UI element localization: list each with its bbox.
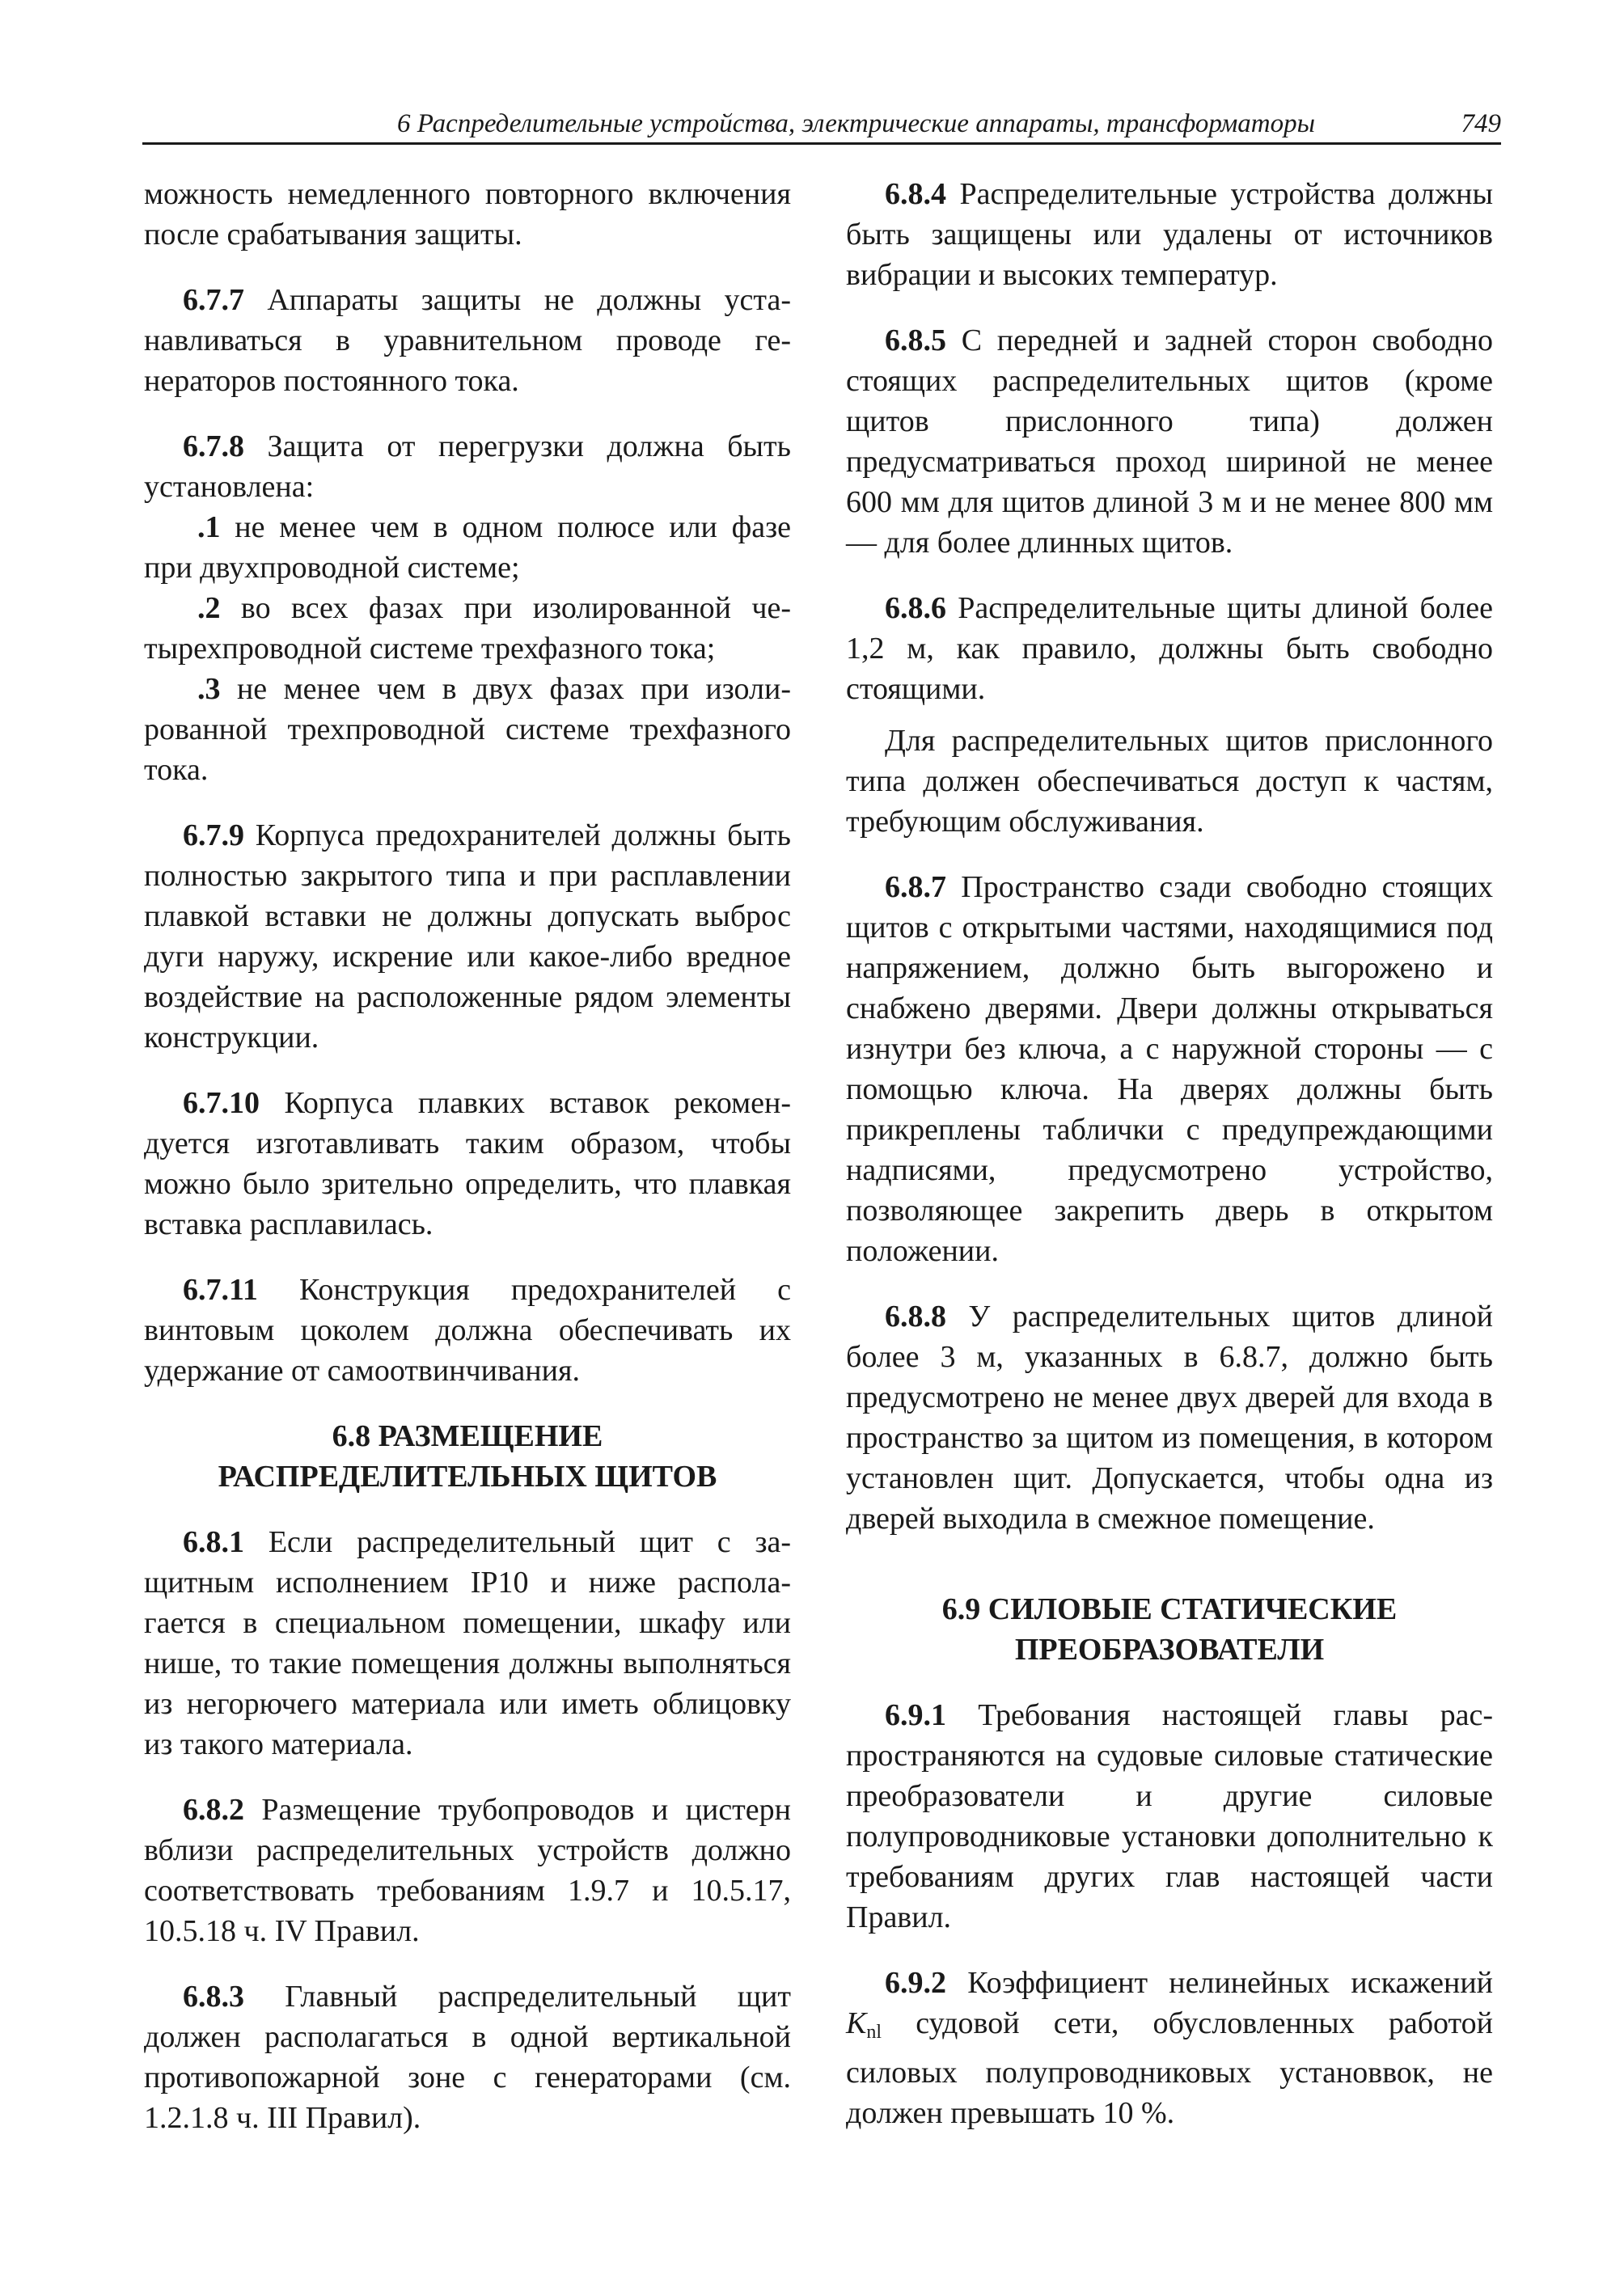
clause-number: 6.8.8 [885, 1300, 946, 1334]
clause-text: Размещение трубопроводов и цистерн вблизи распределительных устройств должно соответствовать требованиям 1.9.7 и 10.5.17, 10.5.18 ч. IV Правил. [144, 1793, 791, 1948]
clause-number: 6.7.9 [183, 818, 244, 852]
page-number: 749 [1461, 109, 1501, 138]
header-rule [142, 142, 1501, 145]
clause-text: Распределительные щиты длиной более 1,2 м, как правило, должны быть свободно стоящими. [846, 591, 1493, 706]
list-item [144, 507, 791, 588]
symbol-subscript: nl [866, 2022, 882, 2043]
clause-number: 6.9.1 [885, 1698, 946, 1732]
left-column [144, 174, 791, 2163]
clause-6-7-11 [144, 1270, 791, 1391]
clause-number: 6.8.1 [183, 1525, 244, 1559]
clause-number: 6.8.5 [885, 323, 946, 357]
clause-text: Коэффициент нелинейных искажений [946, 1966, 1493, 2000]
list-item-text: не менее чем в двух фазах при изолированной трехпроводной системе трехфазного тока. [144, 672, 791, 787]
clause-6-9-1 [846, 1695, 1493, 1938]
continuation-paragraph: можность немедленного повторного включения после срабатывания защиты. [144, 177, 791, 252]
clause-number: 6.8.4 [885, 177, 946, 211]
clause-number: 6.9.2 [885, 1966, 946, 2000]
clause-text: Главный распределительный щит должен располагаться в одной вертикальной противопожарной зоне с генераторами (см. 1.2.1.8 ч. III Правил). [144, 1980, 791, 2135]
clause-6-8-5 [846, 320, 1493, 563]
section-heading-line: ПРЕОБРАЗОВАТЕЛИ [1014, 1633, 1325, 1667]
section-heading-line: 6.9 СИЛОВЫЕ СТАТИЧЕСКИЕ [941, 1592, 1398, 1626]
header-title: 6 Распределительные устройства, электрические аппараты, трансформаторы [397, 109, 1315, 138]
clause-number: 6.7.10 [183, 1086, 260, 1120]
list-item-number: .2 [197, 591, 221, 625]
section-heading-6-9 [846, 1589, 1493, 1670]
clause-text: Требования настоящей главы распространяются на судовые силовые статические преобразователи и другие силовые полупроводниковые установки дополнительно к требованиям других глав настоящей части Правил. [846, 1698, 1493, 1934]
section-heading-line: РАСПРЕДЕЛИТЕЛЬНЫХ ЩИТОВ [218, 1460, 717, 1494]
clause-text: Конструкция предохранителей с винтовым цоколем должна обеспечивать их удержание от самоотвинчивания. [144, 1273, 791, 1388]
clause-number: 6.8.7 [885, 870, 946, 904]
clause-text: судовой сети, обусловленных работой силовых полупроводниковых установвок, не должен превышать 10 %. [846, 2006, 1493, 2130]
clause-text: Корпуса предохранителей должны быть полностью закрытого типа и при расплавлении плавкой вставки не должны допускать выброс дуги наружу, искрение или какое-либо вредное воздействие на расположенные рядом элементы конструкции. [144, 818, 791, 1055]
clause-number: 6.7.8 [183, 429, 244, 463]
list-item [144, 669, 791, 790]
clause-number: 6.8.6 [885, 591, 946, 625]
list-item-number: .1 [197, 510, 221, 544]
clause-text: Защита от перегрузки должна быть установлена: [144, 429, 791, 504]
clause-text: Корпуса плавких вставок рекомендуется изготавливать таким образом, чтобы можно было зрительно определить, что плавкая вставка расплавилась. [144, 1086, 791, 1241]
clause-6-8-3 [144, 1976, 791, 2138]
clause-6-8-6 [846, 588, 1493, 709]
clause-text: Аппараты защиты не должны устанавливаться в уравнительном проводе генераторов постоянного тока. [144, 283, 791, 398]
clause-6-7-10 [144, 1083, 791, 1245]
clause-6-8-4 [846, 174, 1493, 295]
clause-text: С передней и задней сторон свободно стоящих распределительных щитов (кроме щитов прислонного типа) должен предусматриваться проход шириной не менее 600 мм для щитов длиной 3 м и не менее 800 мм — для более длинных щитов. [846, 323, 1493, 560]
list-item-text: не менее чем в одном полюсе или фазе при двухпроводной системе; [144, 510, 791, 585]
clause-6-8-7 [846, 867, 1493, 1271]
clause-6-7-9 [144, 815, 791, 1058]
clause-6-8-1 [144, 1522, 791, 1765]
section-heading-6-8 [144, 1416, 791, 1497]
section-heading-line: 6.8 РАЗМЕЩЕНИЕ [332, 1419, 603, 1453]
list-item-text: во всех фазах при изолированной четырехпроводной системе трехфазного тока; [144, 591, 791, 666]
clause-6-9-2 [846, 1963, 1493, 2133]
running-header [142, 104, 1501, 144]
clause-6-8-8 [846, 1296, 1493, 1539]
list-item [144, 588, 791, 669]
clause-text: Распределительные устройства должны быть защищены или удалены от источников вибрации и высоких температур. [846, 177, 1493, 292]
right-column [846, 174, 1493, 2158]
clause-text: Пространство сзади свободно стоящих щитов с открытыми частями, находящимися под напряжением, должно быть выгорожено и снабжено дверями. Двери должны открываться изнутри без ключа, а с наружной стороны — с помощью ключа. На дверях должны быть прикреплены таблички с предупреждающими надписями, предусмотрено устройство, позволяющее закрепить дверь в открытом положении. [846, 870, 1493, 1268]
list-item-number: .3 [197, 672, 221, 706]
clause-text: Если распределительный щит с защитным исполнением IP10 и ниже располагается в специальном помещении, шкафу или нише, то такие помещения должны выполняться из негорючего материала или иметь облицовку из такого материала. [144, 1525, 791, 1761]
clause-6-8-6-continuation: Для распределительных щитов прислонного типа должен обеспечиваться доступ к частям, требующим обслуживания. [846, 724, 1493, 839]
symbol-k: K [846, 2006, 867, 2040]
clause-6-7-8 [144, 426, 791, 507]
clause-number: 6.7.11 [183, 1273, 258, 1307]
clause-number: 6.8.2 [183, 1793, 244, 1827]
clause-text: У распределительных щитов длиной более 3 м, указанных в 6.8.7, должно быть предусмотрено не менее двух дверей для входа в пространство за щитом из помещения, в котором установлен щит. Допускается, чтобы одна из дверей выходила в смежное помещение. [846, 1300, 1493, 1536]
clause-number: 6.7.7 [183, 283, 244, 317]
clause-6-8-2 [144, 1790, 791, 1951]
clause-6-7-7 [144, 280, 791, 401]
clause-number: 6.8.3 [183, 1980, 244, 2014]
